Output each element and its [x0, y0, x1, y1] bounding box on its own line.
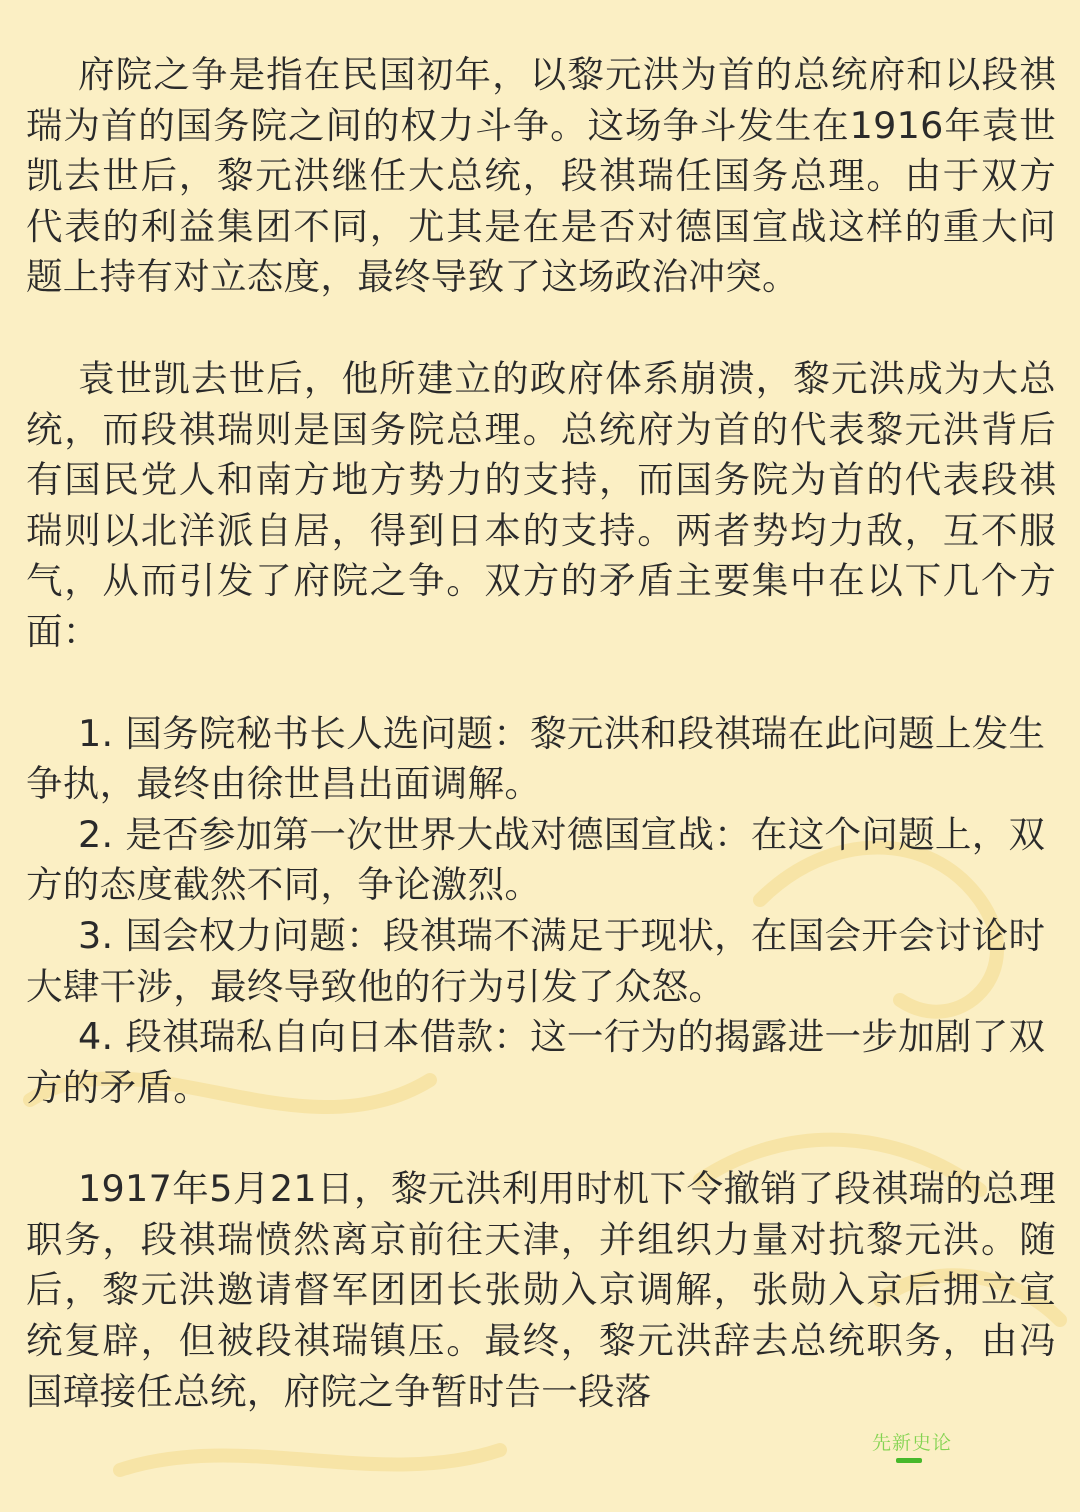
paragraph-gap — [26, 303, 1056, 354]
paragraph-gap — [26, 658, 1056, 709]
watermark-logo: 先新史论 — [872, 1432, 953, 1454]
list-item: 3. 国会权力问题：段祺瑞不满足于现状，在国会开会讨论时大肆干涉，最终导致他的行为引发了众怒。 — [26, 913, 1046, 1008]
conflict-list — [26, 709, 1056, 1114]
article-body — [26, 50, 1056, 1417]
list-item: 2. 是否参加第一次世界大战对德国宣战：在这个问题上，双方的态度截然不同，争论激烈。 — [26, 812, 1046, 907]
watermark-bar — [896, 1458, 922, 1463]
list-item: 1. 国务院秘书长人选问题：黎元洪和段祺瑞在此问题上发生争执，最终由徐世昌出面调解。 — [26, 711, 1046, 806]
paragraph-intro: 府院之争是指在民国初年，以黎元洪为首的总统府和以段祺瑞为首的国务院之间的权力斗争。这场争斗发生在1916年袁世凯去世后，黎元洪继任大总统，段祺瑞任国务总理。由于双方代表的利益集团不同，尤其是在是否对德国宣战这样的重大问题上持有对立态度，最终导致了这场政治冲突。 — [26, 53, 1056, 299]
list-item: 4. 段祺瑞私自向日本借款：这一行为的揭露进一步加剧了双方的矛盾。 — [26, 1015, 1046, 1109]
paragraph-background: 袁世凯去世后，他所建立的政府体系崩溃，黎元洪成为大总统，而段祺瑞则是国务院总理。总统府为首的代表黎元洪背后有国民党人和南方地方势力的支持，而国务院为首的代表段祺瑞则以北洋派自居，得到日本的支持。两者势均力敌，互不服气，从而引发了府院之争。双方的矛盾主要集中在以下几个方面： — [26, 356, 1056, 653]
paragraph-outcome: 1917年5月21日，黎元洪利用时机下令撤销了段祺瑞的总理职务，段祺瑞愤然离京前往天津，并组织力量对抗黎元洪。随后，黎元洪邀请督军团团长张勋入京调解，张勋入京后拥立宣统复辟，但被段祺瑞镇压。最终，黎元洪辞去总统职务，由冯国璋接任总统，府院之争暂时告一段落 — [26, 1167, 1056, 1413]
paragraph-gap — [26, 1113, 1056, 1164]
